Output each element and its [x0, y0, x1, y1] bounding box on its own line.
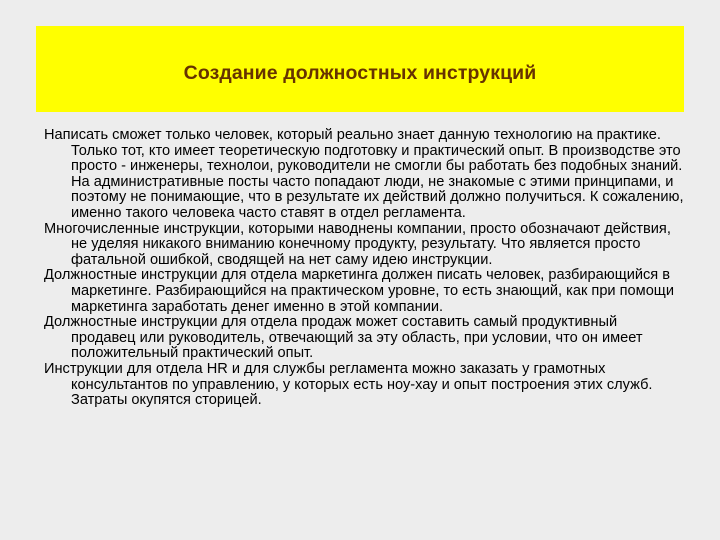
paragraph-common-mistake: Многочисленные инструкции, которыми наводнены компании, просто обозначают действия, не уделяя никакого вниманию конечному продукту, результату. Что является просто фатальной ошибкой, сводящей на нет саму идею инструкции.: [44, 220, 671, 268]
title-banner: [36, 26, 684, 112]
paragraph-who-writes: Написать сможет только человек, который реально знает данную технологию на практике. Только тот, кто имеет теоретическую подготовку и практический опыт. В производстве это просто - инженеры, технолои, руководители не смогли бы работать без подобных знаний. На административные посты часто попадают люди, не знакомые с этими принципами, и поэтому не понимающие, что в результате их действий должно получиться. К сожалению, именно такого человека часто ставят в отдел регламента.: [44, 127, 684, 221]
slide-title: Создание должностных инструкций: [183, 61, 537, 84]
paragraph-sales: Должностные инструкции для отдела продаж может составить самый продуктивный продавец или руководитель, отвечающий за эту область, при условии, что он имеет положительный практический опыт.: [44, 314, 643, 362]
slide-body: [44, 128, 684, 409]
paragraph-hr: Инструкции для отдела HR и для службы регламента можно заказать у грамотных консультантов по управлению, у которых есть ноу-хау и опыт построения этих служб. Затраты окупятся сторицей.: [44, 360, 653, 409]
paragraph-marketing: Должностные инструкции для отдела маркетинга должен писать человек, разбирающийся в маркетинге. Разбирающийся на практическом уровне, то есть знающий, как при помощи маркетинга заработать денег именно в этой компании.: [44, 267, 674, 315]
